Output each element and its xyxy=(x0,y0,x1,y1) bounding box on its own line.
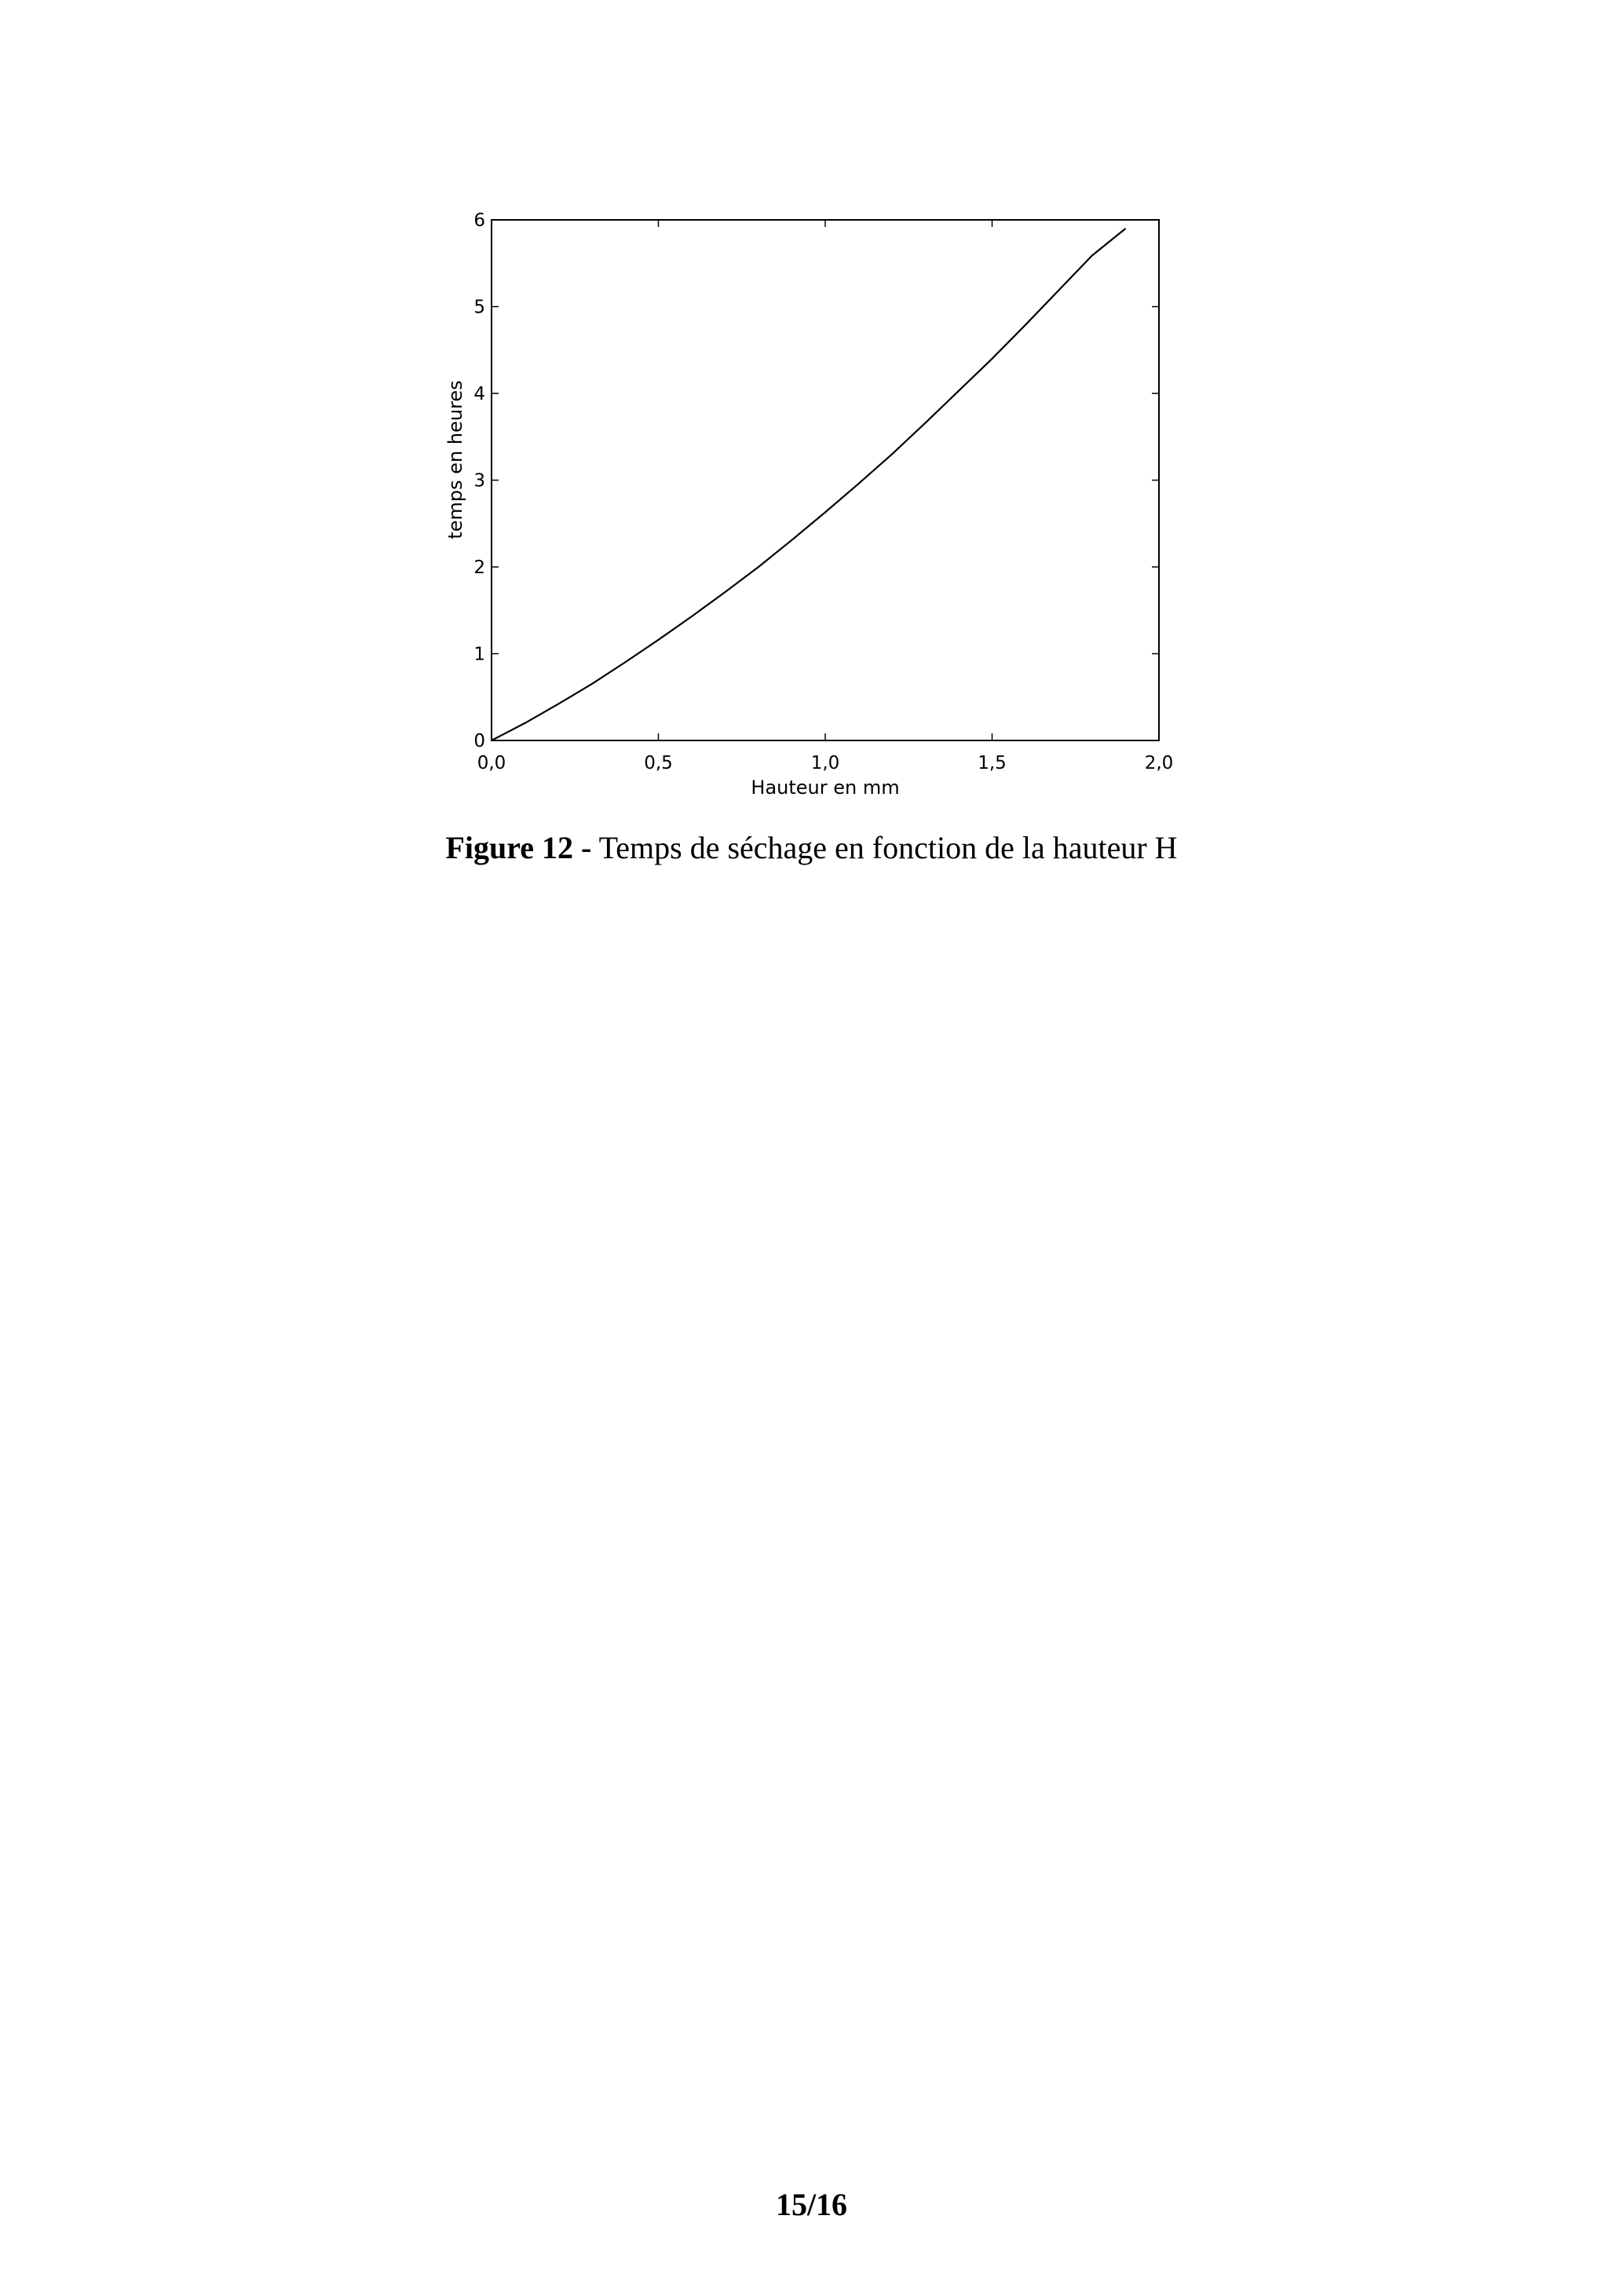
plot-frame xyxy=(492,220,1159,740)
y-axis-label: temps en heures xyxy=(444,380,466,539)
plot-area xyxy=(444,210,1173,799)
y-tick-label: 0 xyxy=(473,731,485,751)
page-number: 15/16 xyxy=(775,2187,848,2222)
y-tick-label: 6 xyxy=(473,210,485,231)
x-axis-label: Hauteur en mm xyxy=(751,777,900,799)
x-tick-label: 2,0 xyxy=(1144,753,1174,773)
y-tick-label: 2 xyxy=(473,558,485,578)
y-tick-label: 4 xyxy=(473,384,485,404)
caption-text: Temps de séchage en fonction de la hauteur H xyxy=(591,830,1178,865)
x-tick-label: 1,0 xyxy=(810,753,840,773)
y-tick-label: 5 xyxy=(473,297,485,318)
x-tick-label: 0,0 xyxy=(477,753,506,773)
caption-label: Figure 12 - xyxy=(445,830,592,865)
y-tick-label: 1 xyxy=(473,644,485,665)
x-tick-label: 0,5 xyxy=(644,753,673,773)
figure-caption xyxy=(0,832,1623,864)
series-line xyxy=(492,229,1126,740)
x-tick-label: 1,5 xyxy=(978,753,1007,773)
y-tick-label: 3 xyxy=(473,470,485,492)
